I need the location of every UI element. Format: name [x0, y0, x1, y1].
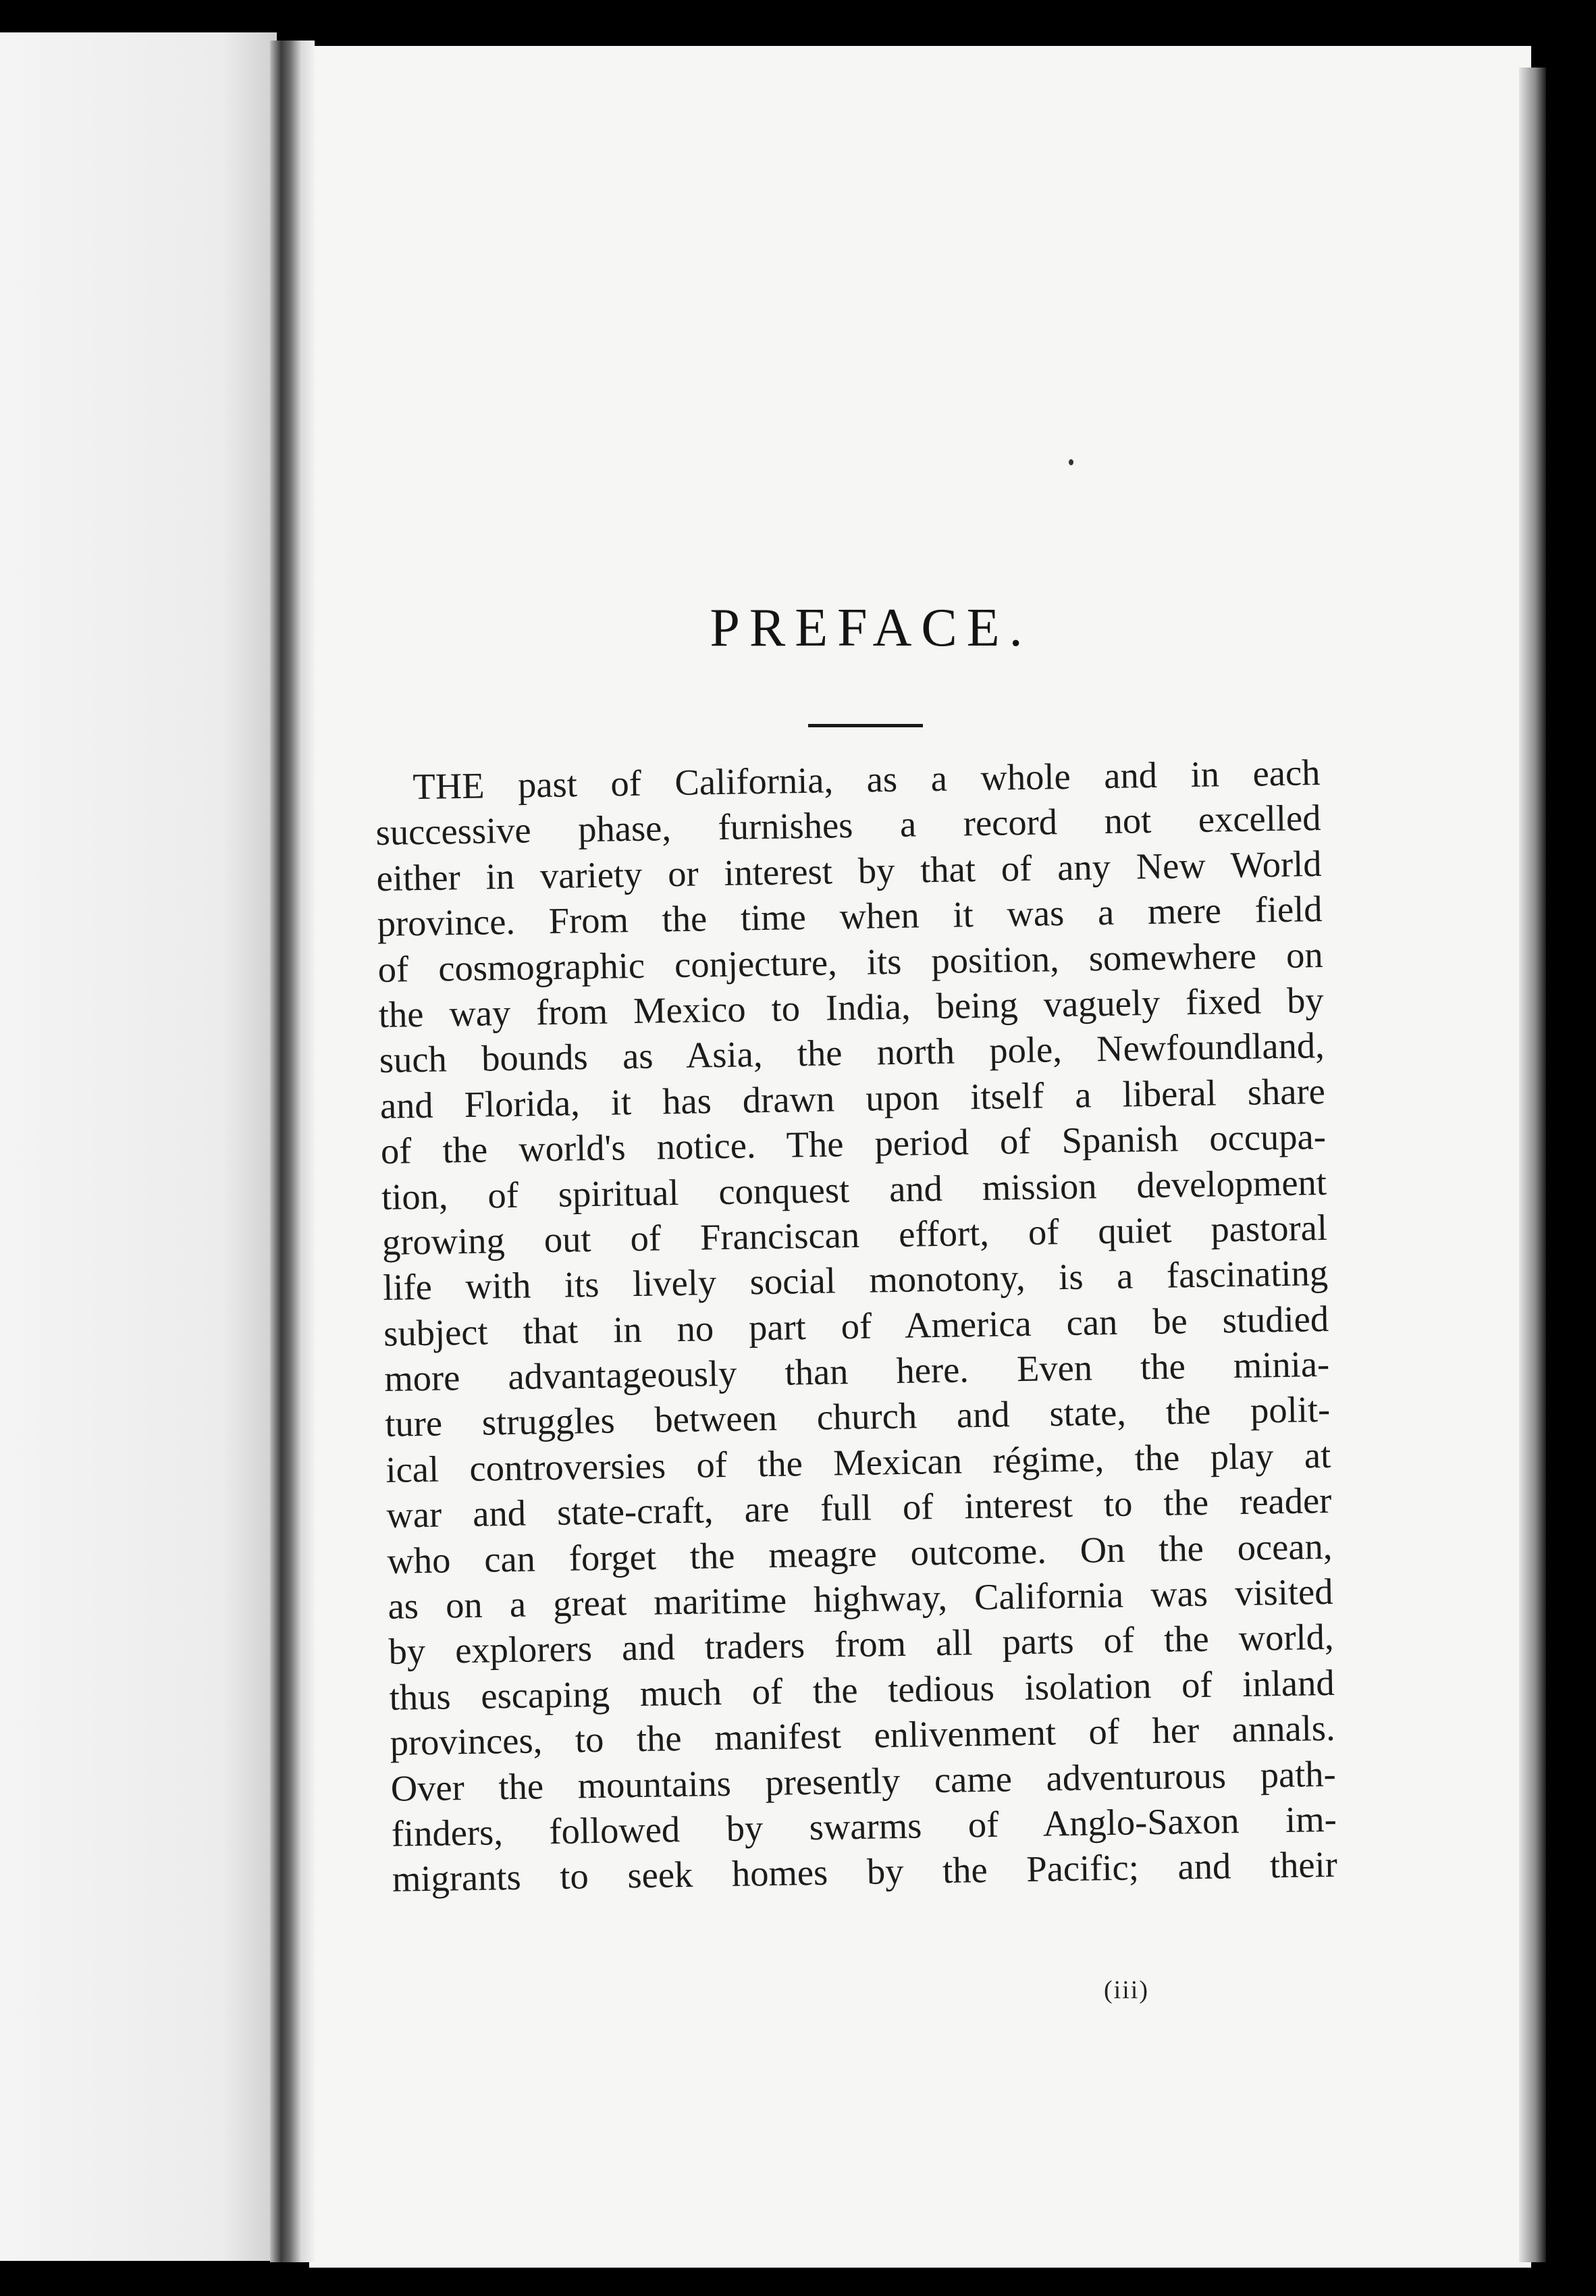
ink-speck: [1069, 459, 1073, 465]
body-line: provinces, to the manifest enlivenment of her annals.: [390, 1707, 1336, 1764]
body-line: and Florida, it has drawn upon itself a liberal share: [379, 1070, 1326, 1126]
page-edge-shadow: [1519, 68, 1546, 2262]
body-line: war and state-craft, are full of interest to the reader: [385, 1480, 1332, 1536]
preface-body: [375, 750, 1337, 1902]
body-line: more advantageously than here. Even the minia-: [383, 1342, 1330, 1399]
page-title: PREFACE.: [710, 598, 1032, 658]
body-line: tion, of spiritual conquest and mission development: [381, 1161, 1327, 1218]
body-line: Over the mountains presently came adventurous path-: [390, 1752, 1337, 1809]
body-line: such bounds as Asia, the north pole, Newfoundland,: [379, 1024, 1325, 1081]
body-line: subject that in no part of America can be studied: [383, 1297, 1329, 1354]
body-line: as on a great maritime highway, California was visited: [388, 1570, 1333, 1627]
body-line: province. From the time when it was a mere field: [377, 888, 1323, 945]
previous-page: [0, 32, 277, 2261]
book-gutter: [270, 41, 315, 2262]
body-line: either in variety or interest by that of any New World: [376, 842, 1322, 899]
body-line: successive phase, furnishes a record not excelled: [375, 797, 1321, 854]
page-number: (iii): [1104, 1976, 1149, 2004]
body-line: by explorers and traders from all parts of the world,: [388, 1616, 1334, 1673]
body-line: thus escaping much of the tedious isolation of inland: [389, 1661, 1335, 1718]
body-line: ical controversies of the Mexican régime, the play at: [385, 1434, 1331, 1490]
body-line: finders, followed by swarms of Anglo-Saxon im-: [391, 1798, 1337, 1854]
body-line: life with its lively social monotony, is a fascinating: [382, 1252, 1329, 1309]
body-line: migrants to seek homes by the Pacific; and their: [392, 1844, 1338, 1900]
body-line: THE past of California, as a whole and in each: [413, 752, 1321, 808]
title-rule-divider: [808, 724, 923, 727]
body-line: of the world's notice. The period of Spanish occupa-: [380, 1116, 1327, 1172]
body-line: of cosmographic conjecture, its position, somewhere on: [377, 933, 1324, 990]
body-line: growing out of Franciscan effort, of quiet pastoral: [381, 1206, 1328, 1263]
body-line: the way from Mexico to India, being vaguely fixed by: [378, 979, 1325, 1035]
body-line: ture struggles between church and state, the polit-: [384, 1388, 1331, 1445]
body-line: who can forget the meagre outcome. On the ocean,: [387, 1525, 1333, 1582]
